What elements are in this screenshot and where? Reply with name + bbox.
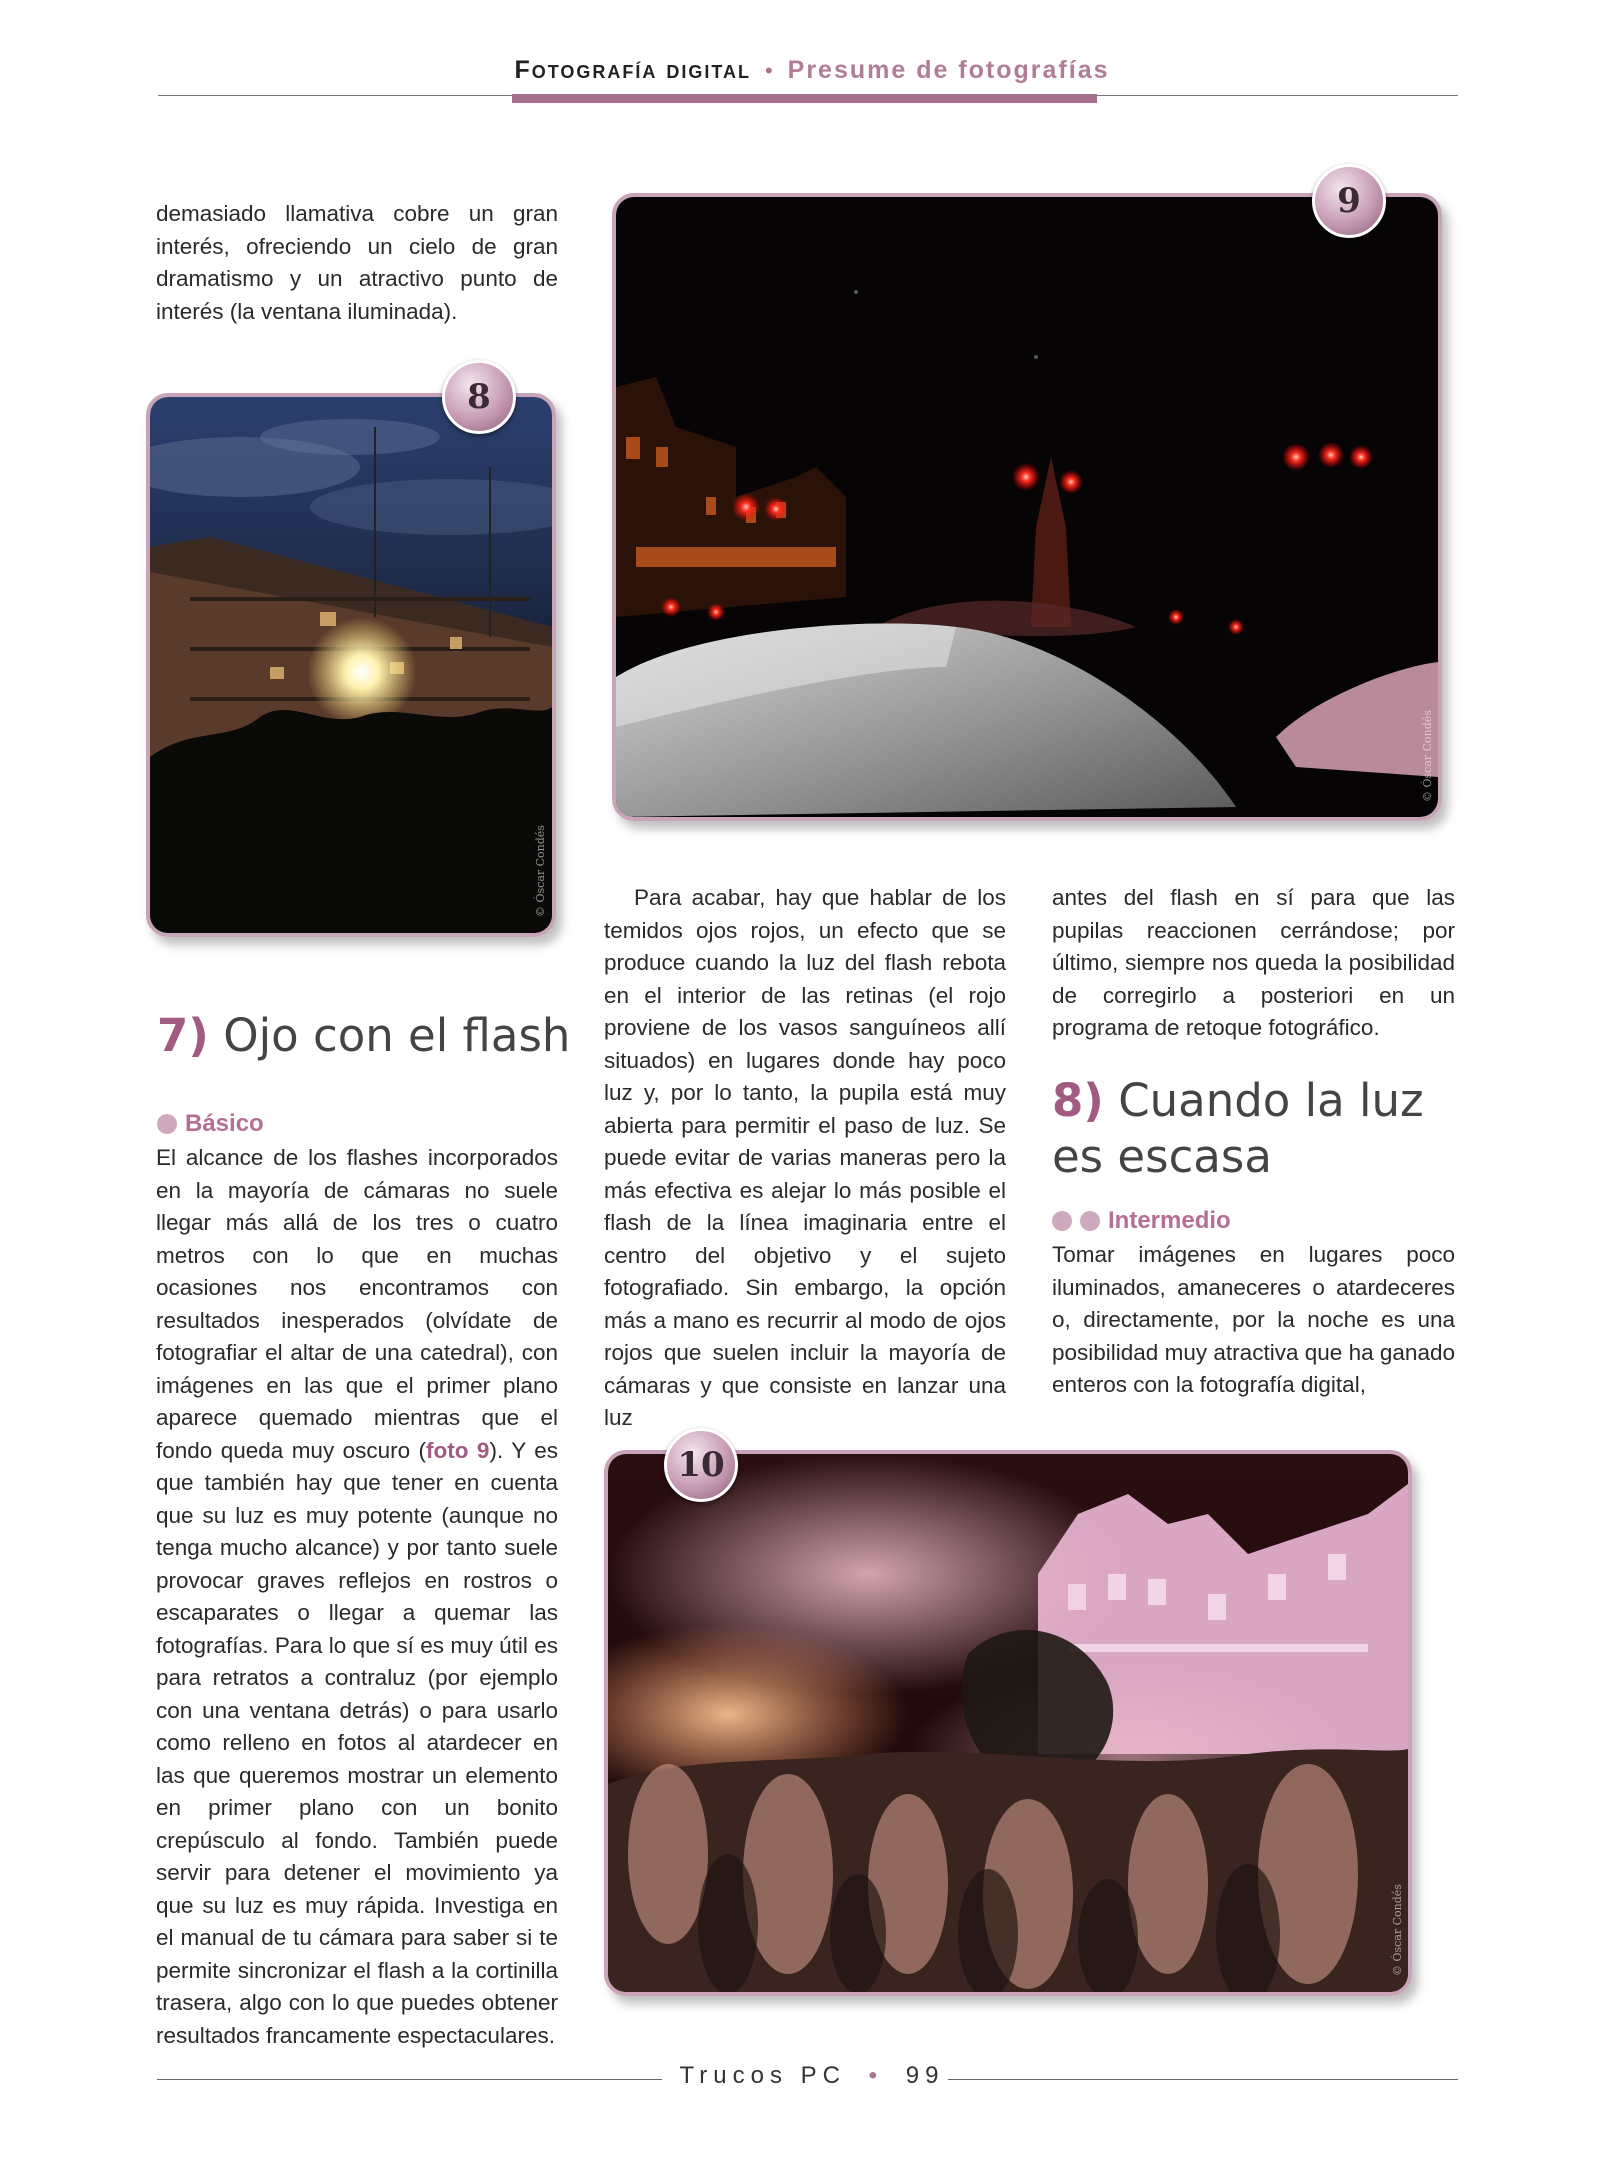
photo-9-credit: © Óscar Condés <box>1421 710 1434 802</box>
page-number: 99 <box>905 2062 945 2089</box>
section-8-title-line2: es escasa <box>1052 1130 1272 1183</box>
photo-9 <box>612 193 1442 821</box>
section-8-title-line1: Cuando la luz <box>1118 1074 1424 1127</box>
photo-9-reference: foto 9 <box>426 1437 490 1463</box>
section-7-title: Ojo con el flash <box>223 1009 571 1062</box>
section-8-level-label: Intermedio <box>1108 1207 1231 1234</box>
photo-9-image <box>616 197 1438 817</box>
header-section: Fotografía digital <box>514 56 752 84</box>
footer-separator: • <box>868 2062 884 2089</box>
header-accent-bar <box>512 94 1097 103</box>
photo-10-credit: © Óscar Condés <box>1391 1884 1404 1976</box>
photo-8-credit: © Óscar Condés <box>534 825 547 917</box>
col3-paragraph: antes del flash en sí para que las pupilas reaccionen cerrándose; por último, siempre nos queda la posibilidad de corregirlo a posteriori en un programa de retoque fotográfico. <box>1052 885 1455 1040</box>
header-chapter: Presume de fotografías <box>787 56 1110 84</box>
photo-10-badge: 10 <box>664 1428 738 1502</box>
photo-10-image <box>608 1454 1408 1992</box>
section-8-level <box>1052 1207 1231 1235</box>
page-footer <box>0 2062 1624 2090</box>
section-8-body: Tomar imágenes en lugares poco iluminados, amaneceres o atardeceres o, directamente, por la noche es una posibilidad muy atractiva que ha ganado enteros con la fotografía digital, <box>1052 1242 1455 1397</box>
footer-magazine: Trucos PC <box>679 2062 846 2089</box>
section-8-number: 8) <box>1052 1074 1104 1127</box>
section-7-level-label: Básico <box>185 1110 264 1137</box>
level-bullet-icon <box>1080 1211 1100 1231</box>
photo-8-image <box>150 397 552 933</box>
photo-10 <box>604 1450 1412 1996</box>
section-7-level <box>157 1110 264 1138</box>
col1-top-paragraph: demasiado llamativa cobre un gran interés, ofreciendo un cielo de gran dramatismo y un atractivo punto de interés (la ventana iluminada). <box>156 201 558 324</box>
running-header <box>0 56 1624 85</box>
section-7-heading <box>157 1008 570 1064</box>
col2-paragraph: Para acabar, hay que hablar de los temidos ojos rojos, un efecto que se produce cuando la luz del flash rebota en el interior de las retinas (el rojo proviene de los vasos sanguíneos allí situados) en lugares donde hay poco luz y, por lo tanto, la pupila está muy abierta para permitir el paso de luz. Se puede evitar de varias maneras pero la más efectiva es alejar lo más posible el flash de la línea imaginaria entre el centro del objetivo y el sujeto fotografiado. Sin embargo, la opción más a mano es recurrir al modo de ojos rojos que suelen incluir la mayoría de cámaras y que consiste en lanzar una luz <box>604 885 1006 1430</box>
level-bullet-icon <box>1052 1211 1072 1231</box>
section-7-body-end: ). Y es que también hay que tener en cuenta que su luz es muy potente (aunque no tenga mucho alcance) y por tanto suele provocar graves reflejos en rostros o escaparates o llegar a quemar las fotografías. Para lo que sí es muy útil es para retratos a contraluz (por ejemplo con una ventana detrás) o para usarlo como relleno en fotos al atardecer en las que queremos mostrar un elemento en primer plano con un bonito crepúsculo al fondo. También puede servir para detener el movimiento ya que su luz es muy rápida. Investiga en el manual de tu cámara para saber si te permite sincronizar el flash a la cortinilla trasera, algo con lo que puedes obtener resultados francamente espectaculares. <box>156 1437 558 2048</box>
photo-8-badge: 8 <box>442 360 516 434</box>
level-bullet-icon <box>157 1114 177 1134</box>
photo-8 <box>146 393 556 937</box>
header-separator: • <box>764 58 774 83</box>
section-8-heading <box>1052 1073 1424 1185</box>
section-7-body <box>156 1142 558 2052</box>
section-7-body-start: El alcance de los flashes incorporados en la mayoría de cámaras no suele llegar más allá de los tres o cuatro metros con lo que en muchas ocasiones nos encontramos con resultados inesperados (olvídate de fotografiar el altar de una catedral), con imágenes en las que el primer plano aparece quemado mientras que el fondo queda muy oscuro ( <box>156 1145 558 1463</box>
section-7-number: 7) <box>157 1009 209 1062</box>
photo-9-badge: 9 <box>1312 164 1386 238</box>
